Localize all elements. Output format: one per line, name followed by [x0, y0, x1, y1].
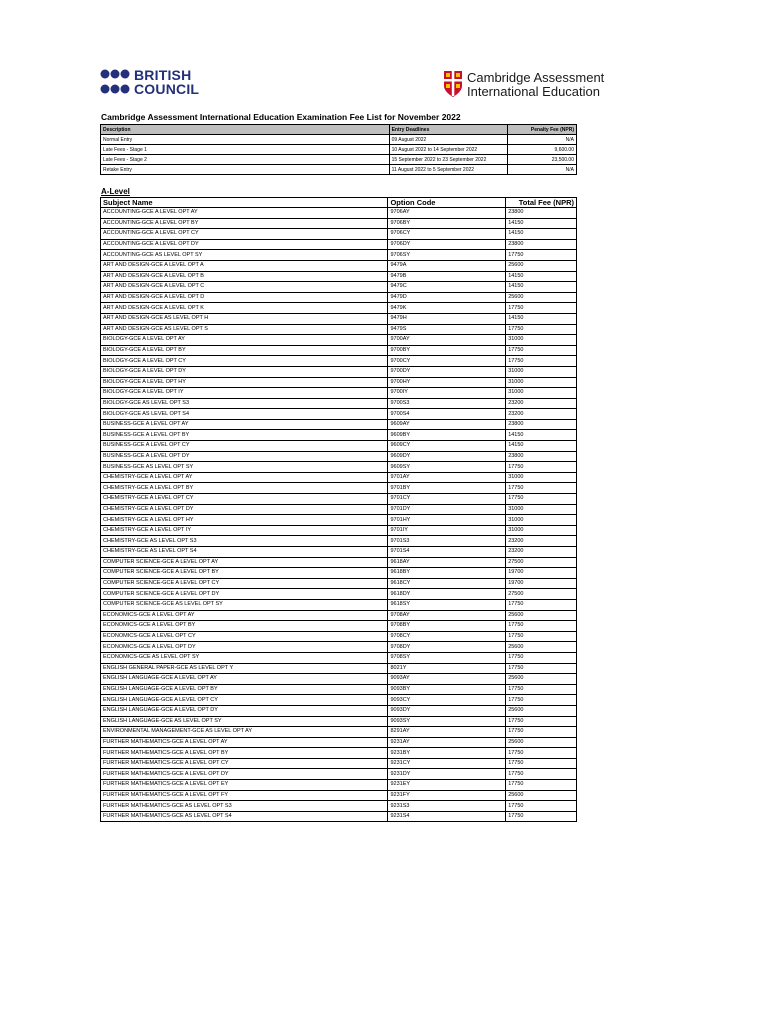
subject-cell-option-code: 9706SY: [388, 250, 506, 261]
subject-cell-option-code: 9700DY: [388, 366, 506, 377]
subject-cell-name: ECONOMICS-GCE A LEVEL OPT AY: [101, 610, 388, 621]
subject-cell-option-code: 9708AY: [388, 610, 506, 621]
subject-cell-option-code: 9708BY: [388, 621, 506, 632]
fee-cell-penalty-fee: N/A: [508, 165, 577, 175]
british-council-logo: [100, 68, 210, 100]
subject-cell-option-code: 9609DY: [388, 451, 506, 462]
subject-table-header-row: [101, 198, 577, 208]
subject-cell-name: BUSINESS-GCE AS LEVEL OPT SY: [101, 462, 388, 473]
subject-cell-name: BUSINESS-GCE A LEVEL OPT DY: [101, 451, 388, 462]
subject-cell-name: ACCOUNTING-GCE A LEVEL OPT BY: [101, 218, 388, 229]
subject-cell-total-fee: 17750: [506, 758, 577, 769]
cambridge-wordmark-line2: International Education: [467, 84, 600, 99]
subject-cell-total-fee: 17750: [506, 356, 577, 367]
subject-cell-option-code: 9609AY: [388, 419, 506, 430]
subject-cell-total-fee: 25600: [506, 610, 577, 621]
subject-cell-name: ART AND DESIGN-GCE AS LEVEL OPT S: [101, 324, 388, 335]
fee-table-row: [101, 135, 577, 145]
subject-cell-name: FURTHER MATHEMATICS-GCE AS LEVEL OPT S4: [101, 811, 388, 822]
table-row: [101, 462, 577, 473]
subject-header-option-code: Option Code: [388, 198, 506, 208]
fee-cell-entry-deadline: 15 September 2022 to 23 September 2022: [389, 155, 508, 165]
subject-cell-total-fee: 23200: [506, 536, 577, 547]
table-row: [101, 578, 577, 589]
table-row: [101, 610, 577, 621]
table-row: [101, 780, 577, 791]
subject-cell-total-fee: 31000: [506, 377, 577, 388]
subject-cell-total-fee: 17750: [506, 695, 577, 706]
subject-cell-name: ENGLISH LANGUAGE-GCE A LEVEL OPT AY: [101, 674, 388, 685]
subject-cell-total-fee: 23800: [506, 239, 577, 250]
table-row: [101, 335, 577, 346]
subject-cell-total-fee: 23800: [506, 208, 577, 219]
subject-cell-name: COMPUTER SCIENCE-GCE A LEVEL OPT DY: [101, 589, 388, 600]
subject-cell-option-code: 9231FY: [388, 790, 506, 801]
subject-cell-option-code: 8021Y: [388, 663, 506, 674]
subject-cell-option-code: 9231BY: [388, 748, 506, 759]
subject-cell-name: ACCOUNTING-GCE AS LEVEL OPT SY: [101, 250, 388, 261]
subject-cell-total-fee: 17750: [506, 801, 577, 812]
subject-cell-name: ACCOUNTING-GCE A LEVEL OPT AY: [101, 208, 388, 219]
subject-cell-name: FURTHER MATHEMATICS-GCE A LEVEL OPT CY: [101, 758, 388, 769]
fee-cell-penalty-fee: N/A: [508, 135, 577, 145]
subject-cell-total-fee: 17750: [506, 303, 577, 314]
subject-cell-total-fee: 14150: [506, 282, 577, 293]
subject-cell-name: FURTHER MATHEMATICS-GCE A LEVEL OPT FY: [101, 790, 388, 801]
subject-cell-total-fee: 17750: [506, 483, 577, 494]
subject-cell-name: CHEMISTRY-GCE A LEVEL OPT DY: [101, 504, 388, 515]
fee-header-entry-deadlines: Entry Deadlines: [389, 125, 508, 135]
subject-cell-total-fee: 17750: [506, 621, 577, 632]
subject-cell-name: FURTHER MATHEMATICS-GCE AS LEVEL OPT S3: [101, 801, 388, 812]
subject-cell-option-code: 9609SY: [388, 462, 506, 473]
subject-cell-total-fee: 27500: [506, 557, 577, 568]
subject-cell-total-fee: 17750: [506, 716, 577, 727]
table-row: [101, 313, 577, 324]
subject-cell-name: ACCOUNTING-GCE A LEVEL OPT CY: [101, 229, 388, 240]
subject-cell-name: ART AND DESIGN-GCE A LEVEL OPT C: [101, 282, 388, 293]
subject-cell-option-code: 9093BY: [388, 684, 506, 695]
subject-cell-option-code: 9706CY: [388, 229, 506, 240]
subject-cell-name: CHEMISTRY-GCE A LEVEL OPT HY: [101, 515, 388, 526]
subject-cell-total-fee: 31000: [506, 515, 577, 526]
subject-cell-name: COMPUTER SCIENCE-GCE A LEVEL OPT BY: [101, 568, 388, 579]
table-row: [101, 218, 577, 229]
table-row: [101, 663, 577, 674]
subject-cell-name: BUSINESS-GCE A LEVEL OPT CY: [101, 441, 388, 452]
subject-cell-name: BIOLOGY-GCE A LEVEL OPT AY: [101, 335, 388, 346]
subject-cell-total-fee: 19700: [506, 578, 577, 589]
subject-cell-total-fee: 25600: [506, 292, 577, 303]
fee-cell-entry-deadline: 10 August 2022 to 14 September 2022: [389, 145, 508, 155]
subject-cell-total-fee: 17750: [506, 811, 577, 822]
subject-cell-option-code: 9618SY: [388, 599, 506, 610]
fee-table-row: [101, 145, 577, 155]
subject-cell-name: FURTHER MATHEMATICS-GCE A LEVEL OPT BY: [101, 748, 388, 759]
subject-cell-total-fee: 17750: [506, 250, 577, 261]
subject-cell-option-code: 9479C: [388, 282, 506, 293]
subject-cell-option-code: 9700S3: [388, 398, 506, 409]
subject-cell-name: ART AND DESIGN-GCE A LEVEL OPT K: [101, 303, 388, 314]
table-row: [101, 674, 577, 685]
subject-cell-option-code: 9701HY: [388, 515, 506, 526]
subject-cell-option-code: 9708SY: [388, 652, 506, 663]
table-row: [101, 303, 577, 314]
table-row: [101, 356, 577, 367]
subject-cell-total-fee: 25600: [506, 737, 577, 748]
subject-cell-option-code: 9708DY: [388, 642, 506, 653]
subject-cell-total-fee: 23800: [506, 451, 577, 462]
subject-cell-option-code: 9700HY: [388, 377, 506, 388]
subject-cell-option-code: 9479S: [388, 324, 506, 335]
subject-cell-option-code: 9618DY: [388, 589, 506, 600]
subject-cell-name: COMPUTER SCIENCE-GCE A LEVEL OPT CY: [101, 578, 388, 589]
table-row: [101, 409, 577, 420]
table-row: [101, 695, 577, 706]
subject-cell-total-fee: 14150: [506, 313, 577, 324]
table-row: [101, 292, 577, 303]
subject-cell-total-fee: 17750: [506, 631, 577, 642]
cambridge-shield-icon: [443, 70, 463, 98]
subject-cell-total-fee: 17750: [506, 462, 577, 473]
fee-table-header-row: [101, 125, 577, 135]
table-row: [101, 451, 577, 462]
subject-cell-total-fee: 31000: [506, 335, 577, 346]
subject-cell-name: ECONOMICS-GCE A LEVEL OPT BY: [101, 621, 388, 632]
subject-header-name: Subject Name: [101, 198, 388, 208]
subject-cell-option-code: 9700CY: [388, 356, 506, 367]
table-row: [101, 684, 577, 695]
subject-cell-total-fee: 14150: [506, 441, 577, 452]
table-row: [101, 525, 577, 536]
table-row: [101, 398, 577, 409]
table-row: [101, 652, 577, 663]
table-row: [101, 547, 577, 558]
subject-cell-option-code: 8291AY: [388, 727, 506, 738]
table-row: [101, 366, 577, 377]
subject-cell-option-code: 9479H: [388, 313, 506, 324]
subject-cell-option-code: 9706AY: [388, 208, 506, 219]
subject-cell-name: BUSINESS-GCE A LEVEL OPT AY: [101, 419, 388, 430]
subject-cell-option-code: 9479D: [388, 292, 506, 303]
subject-cell-option-code: 9701S3: [388, 536, 506, 547]
table-row: [101, 472, 577, 483]
table-row: [101, 599, 577, 610]
table-row: [101, 811, 577, 822]
subject-cell-total-fee: 14150: [506, 229, 577, 240]
subject-cell-total-fee: 25600: [506, 260, 577, 271]
subject-cell-total-fee: 25600: [506, 642, 577, 653]
fee-cell-entry-deadline: 09 August 2022: [389, 135, 508, 145]
cambridge-wordmark-line1: Cambridge Assessment: [467, 70, 605, 85]
subject-cell-option-code: 9479B: [388, 271, 506, 282]
subject-cell-total-fee: 17750: [506, 769, 577, 780]
subject-cell-total-fee: 17750: [506, 345, 577, 356]
fee-cell-description: Normal Entry: [101, 135, 390, 145]
subject-cell-name: ENGLISH LANGUAGE-GCE A LEVEL OPT DY: [101, 705, 388, 716]
subject-cell-total-fee: 23200: [506, 409, 577, 420]
subject-cell-name: CHEMISTRY-GCE A LEVEL OPT CY: [101, 494, 388, 505]
subject-header-total-fee: Total Fee (NPR): [506, 198, 577, 208]
table-row: [101, 737, 577, 748]
subject-cell-total-fee: 17750: [506, 324, 577, 335]
subject-cell-option-code: 9609CY: [388, 441, 506, 452]
fee-cell-description: Retake Entry: [101, 165, 390, 175]
subject-cell-name: BIOLOGY-GCE A LEVEL OPT IY: [101, 388, 388, 399]
subject-cell-name: FURTHER MATHEMATICS-GCE A LEVEL OPT EY: [101, 780, 388, 791]
subject-cell-option-code: 9093AY: [388, 674, 506, 685]
subject-cell-total-fee: 23200: [506, 398, 577, 409]
subject-cell-name: ART AND DESIGN-GCE A LEVEL OPT D: [101, 292, 388, 303]
subject-cell-name: BIOLOGY-GCE A LEVEL OPT DY: [101, 366, 388, 377]
subject-cell-option-code: 9700BY: [388, 345, 506, 356]
table-row: [101, 801, 577, 812]
subject-cell-name: FURTHER MATHEMATICS-GCE A LEVEL OPT AY: [101, 737, 388, 748]
subject-cell-total-fee: 17750: [506, 684, 577, 695]
subject-cell-name: BIOLOGY-GCE AS LEVEL OPT S3: [101, 398, 388, 409]
table-row: [101, 705, 577, 716]
subject-cell-name: ART AND DESIGN-GCE A LEVEL OPT A: [101, 260, 388, 271]
table-row: [101, 631, 577, 642]
subject-cell-total-fee: 19700: [506, 568, 577, 579]
subject-cell-option-code: 9700S4: [388, 409, 506, 420]
table-row: [101, 621, 577, 632]
subject-cell-total-fee: 14150: [506, 430, 577, 441]
subject-cell-name: ART AND DESIGN-GCE AS LEVEL OPT H: [101, 313, 388, 324]
subject-cell-option-code: 9231EY: [388, 780, 506, 791]
subject-cell-option-code: 9231CY: [388, 758, 506, 769]
table-row: [101, 260, 577, 271]
document-title: Cambridge Assessment International Education Examination Fee List for November 2022: [101, 112, 461, 122]
subject-cell-name: ENGLISH LANGUAGE-GCE A LEVEL OPT BY: [101, 684, 388, 695]
fee-cell-entry-deadline: 11 August 2022 to 5 September 2022: [389, 165, 508, 175]
subject-cell-option-code: 9093DY: [388, 705, 506, 716]
subject-cell-name: BUSINESS-GCE A LEVEL OPT BY: [101, 430, 388, 441]
subject-cell-option-code: 9618CY: [388, 578, 506, 589]
subject-cell-total-fee: 27500: [506, 589, 577, 600]
subject-cell-option-code: 9231AY: [388, 737, 506, 748]
subject-cell-total-fee: 25600: [506, 790, 577, 801]
table-row: [101, 483, 577, 494]
table-row: [101, 716, 577, 727]
table-row: [101, 494, 577, 505]
table-row: [101, 377, 577, 388]
subject-cell-total-fee: 17750: [506, 599, 577, 610]
subject-cell-name: BIOLOGY-GCE A LEVEL OPT CY: [101, 356, 388, 367]
subject-cell-total-fee: 31000: [506, 472, 577, 483]
subject-cell-name: COMPUTER SCIENCE-GCE AS LEVEL OPT SY: [101, 599, 388, 610]
subject-cell-name: CHEMISTRY-GCE AS LEVEL OPT S3: [101, 536, 388, 547]
table-row: [101, 208, 577, 219]
subject-cell-name: CHEMISTRY-GCE A LEVEL OPT AY: [101, 472, 388, 483]
table-row: [101, 250, 577, 261]
subject-cell-option-code: 9093CY: [388, 695, 506, 706]
table-row: [101, 557, 577, 568]
fee-table-row: [101, 155, 577, 165]
table-row: [101, 589, 577, 600]
subject-cell-total-fee: 25600: [506, 705, 577, 716]
table-row: [101, 324, 577, 335]
fee-cell-penalty-fee: 9,600.00: [508, 145, 577, 155]
table-row: [101, 504, 577, 515]
table-row: [101, 536, 577, 547]
table-row: [101, 568, 577, 579]
subject-cell-name: ENVIRONMENTAL MANAGEMENT-GCE AS LEVEL OPT AY: [101, 727, 388, 738]
subject-cell-option-code: 9609BY: [388, 430, 506, 441]
fee-header-description: Description: [101, 125, 390, 135]
subject-cell-total-fee: 31000: [506, 366, 577, 377]
subject-cell-option-code: 9701DY: [388, 504, 506, 515]
subject-cell-name: ACCOUNTING-GCE A LEVEL OPT DY: [101, 239, 388, 250]
fee-deadlines-table: [100, 124, 577, 175]
table-row: [101, 769, 577, 780]
subject-cell-option-code: 9093SY: [388, 716, 506, 727]
subject-cell-option-code: 9479K: [388, 303, 506, 314]
subject-cell-option-code: 9700IY: [388, 388, 506, 399]
subject-cell-name: ART AND DESIGN-GCE A LEVEL OPT B: [101, 271, 388, 282]
subject-cell-total-fee: 31000: [506, 525, 577, 536]
subject-cell-name: ENGLISH GENERAL PAPER-GCE AS LEVEL OPT Y: [101, 663, 388, 674]
table-row: [101, 642, 577, 653]
fee-header-penalty-fee: Penalty Fee (NPR): [508, 125, 577, 135]
table-row: [101, 239, 577, 250]
subject-cell-option-code: 9701S4: [388, 547, 506, 558]
table-row: [101, 388, 577, 399]
subject-cell-total-fee: 17750: [506, 748, 577, 759]
subject-cell-total-fee: 17750: [506, 727, 577, 738]
british-council-wordmark: BRITISH COUNCIL: [134, 67, 200, 97]
subject-cell-option-code: 9231S3: [388, 801, 506, 812]
table-row: [101, 790, 577, 801]
subject-cell-total-fee: 14150: [506, 271, 577, 282]
subject-cell-total-fee: 17750: [506, 494, 577, 505]
subject-fee-table: [100, 197, 577, 822]
subject-cell-option-code: 9231S4: [388, 811, 506, 822]
subject-cell-name: CHEMISTRY-GCE AS LEVEL OPT S4: [101, 547, 388, 558]
subject-cell-option-code: 9706BY: [388, 218, 506, 229]
subject-cell-name: CHEMISTRY-GCE A LEVEL OPT IY: [101, 525, 388, 536]
table-row: [101, 345, 577, 356]
subject-cell-option-code: 9479A: [388, 260, 506, 271]
subject-cell-option-code: 9701BY: [388, 483, 506, 494]
subject-cell-total-fee: 23800: [506, 419, 577, 430]
table-row: [101, 271, 577, 282]
subject-cell-option-code: 9231DY: [388, 769, 506, 780]
table-row: [101, 758, 577, 769]
table-row: [101, 748, 577, 759]
subject-cell-option-code: 9618AY: [388, 557, 506, 568]
subject-cell-total-fee: 31000: [506, 504, 577, 515]
subject-cell-option-code: 9701AY: [388, 472, 506, 483]
subject-cell-option-code: 9701IY: [388, 525, 506, 536]
subject-cell-name: ENGLISH LANGUAGE-GCE AS LEVEL OPT SY: [101, 716, 388, 727]
section-title-a-level: A-Level: [101, 187, 130, 196]
fee-table-row: [101, 165, 577, 175]
subject-cell-name: COMPUTER SCIENCE-GCE A LEVEL OPT AY: [101, 557, 388, 568]
subject-cell-option-code: 9700AY: [388, 335, 506, 346]
table-row: [101, 430, 577, 441]
table-row: [101, 419, 577, 430]
subject-cell-name: ECONOMICS-GCE AS LEVEL OPT SY: [101, 652, 388, 663]
british-council-dots-icon: [100, 68, 130, 98]
subject-cell-total-fee: 14150: [506, 218, 577, 229]
subject-cell-name: BIOLOGY-GCE AS LEVEL OPT S4: [101, 409, 388, 420]
subject-cell-option-code: 9708CY: [388, 631, 506, 642]
subject-cell-name: ECONOMICS-GCE A LEVEL OPT CY: [101, 631, 388, 642]
subject-cell-name: CHEMISTRY-GCE A LEVEL OPT BY: [101, 483, 388, 494]
table-row: [101, 727, 577, 738]
cambridge-assessment-logo: [443, 70, 605, 102]
table-row: [101, 515, 577, 526]
table-row: [101, 441, 577, 452]
subject-cell-total-fee: 31000: [506, 388, 577, 399]
subject-cell-total-fee: 17750: [506, 663, 577, 674]
subject-cell-option-code: 9701CY: [388, 494, 506, 505]
subject-cell-total-fee: 25600: [506, 674, 577, 685]
fee-cell-penalty-fee: 23,500.00: [508, 155, 577, 165]
fee-cell-description: Late Fees - Stage 2: [101, 155, 390, 165]
subject-cell-total-fee: 17750: [506, 652, 577, 663]
table-row: [101, 282, 577, 293]
subject-cell-total-fee: 17750: [506, 780, 577, 791]
subject-cell-option-code: 9706DY: [388, 239, 506, 250]
subject-cell-total-fee: 23200: [506, 547, 577, 558]
subject-cell-name: FURTHER MATHEMATICS-GCE A LEVEL OPT DY: [101, 769, 388, 780]
table-row: [101, 229, 577, 240]
fee-cell-description: Late Fees - Stage 1: [101, 145, 390, 155]
subject-cell-name: BIOLOGY-GCE A LEVEL OPT HY: [101, 377, 388, 388]
subject-cell-name: ENGLISH LANGUAGE-GCE A LEVEL OPT CY: [101, 695, 388, 706]
subject-cell-name: ECONOMICS-GCE A LEVEL OPT DY: [101, 642, 388, 653]
subject-cell-option-code: 9618BY: [388, 568, 506, 579]
subject-cell-name: BIOLOGY-GCE A LEVEL OPT BY: [101, 345, 388, 356]
